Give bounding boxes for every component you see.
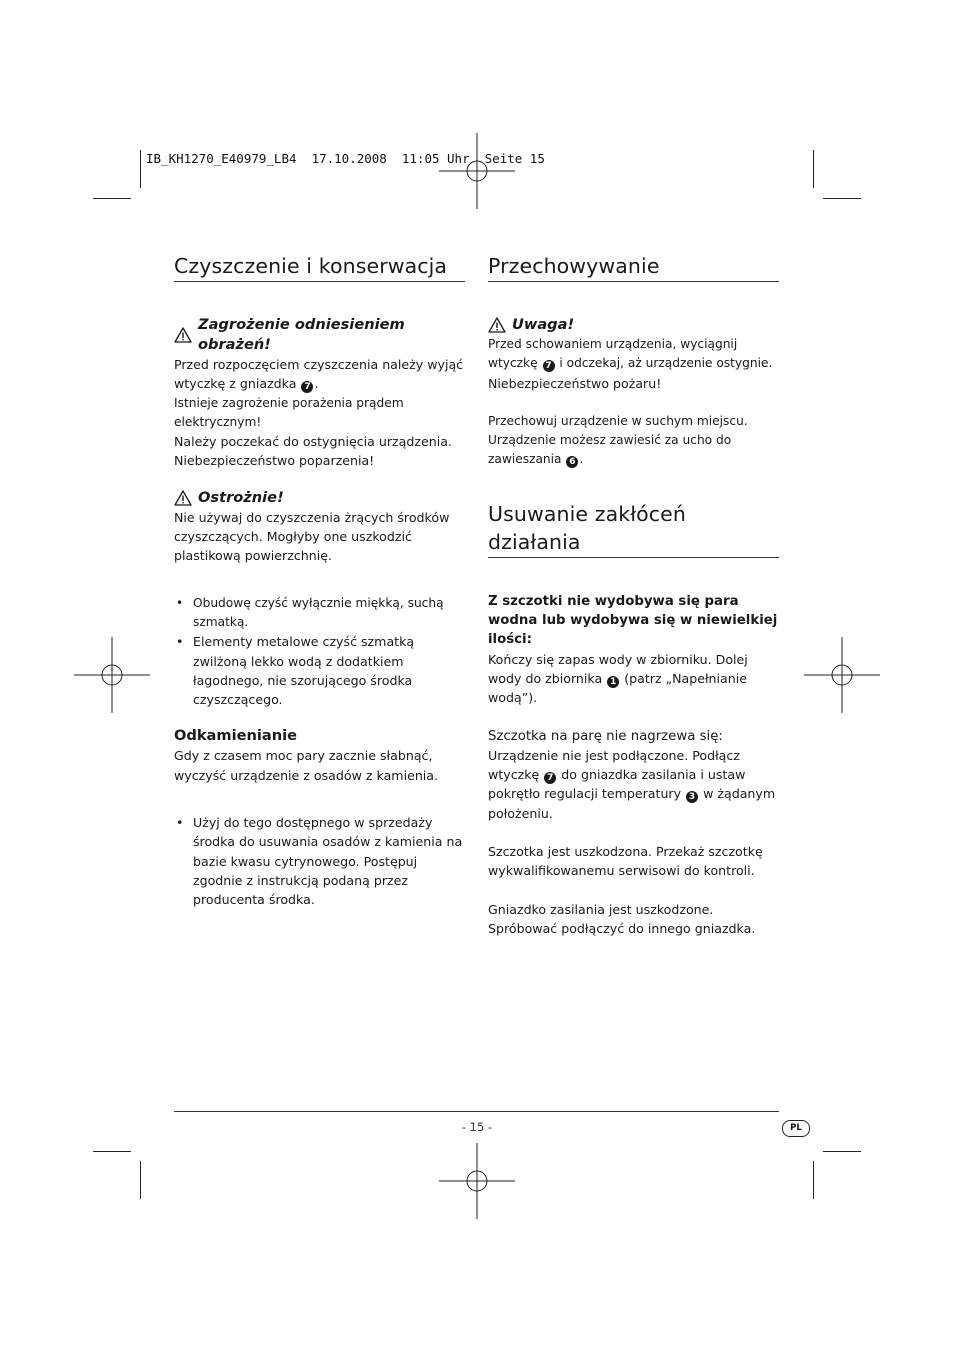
warning-triangle-icon: [174, 490, 192, 506]
warning-triangle-icon: [488, 317, 506, 333]
crop-mark: [823, 198, 861, 199]
warning-attention-heading: [488, 315, 779, 335]
cleaning-list: [174, 594, 465, 710]
subheading-descaling: Odkamienianie: [174, 727, 298, 745]
paragraph: Gniazdko zasilania jest uszkodzone. Spróbować podłączyć do innego gniazdka.: [488, 901, 756, 936]
part-number-badge: 7: [301, 381, 313, 393]
paragraph: Nie używaj do czyszczenia żrących środków czyszczących. Mogłyby one uszkodzić plastikową powierzchnię.: [174, 509, 450, 564]
footer-rule: [174, 1111, 779, 1112]
paragraph: Należy poczekać do ostygnięcia urządzenia.: [174, 434, 452, 450]
registration-mark-top: [439, 133, 515, 209]
fault-heading-no-heat: Szczotka na parę nie nagrzewa się:: [488, 728, 723, 744]
warning-heading-text: Ostrożnie!: [198, 488, 284, 506]
warning-injury-heading: [174, 315, 465, 355]
warning-caution-heading: [174, 488, 465, 508]
part-number-badge: 7: [543, 360, 555, 372]
crop-mark: [823, 1151, 861, 1152]
part-number-badge: 3: [686, 791, 698, 803]
crop-mark: [140, 150, 141, 188]
paragraph: Niebezpieczeństwo pożaru!: [488, 375, 662, 391]
paragraph: Przechowuj urządzenie w suchym miejscu. Urządzenie możesz zawiesić za ucho do zawieszania 6 .: [488, 413, 748, 468]
fault-heading-no-steam: Z szczotki nie wydobywa się para wodna lub wydobywa się w niewielkiej ilości:: [488, 593, 778, 648]
language-badge: PL: [782, 1120, 810, 1137]
part-number-badge: 1: [607, 676, 619, 688]
part-number-badge: 6: [566, 456, 578, 468]
paragraph: Gdy z czasem moc pary zacznie słabnąć, wyczyść urządzenie z osadów z kamienia.: [174, 748, 439, 783]
paragraph: Niebezpieczeństwo poparzenia!: [174, 453, 375, 469]
crop-mark: [93, 198, 131, 199]
crop-mark: [813, 1161, 814, 1199]
section-title-troubleshooting: Usuwanie zakłóceń działania: [488, 500, 779, 558]
right-column: [488, 252, 779, 938]
paragraph: Przed rozpoczęciem czyszczenia należy wyjąć wtyczkę z gniazdka 7 .: [174, 357, 464, 393]
crop-mark: [93, 1151, 131, 1152]
crop-mark: [140, 1161, 141, 1199]
paragraph: Przed schowaniem urządzenia, wyciągnij wtyczkę 7 i odczekaj, aż urządzenie ostygnie.: [488, 337, 773, 372]
left-column: [174, 252, 465, 910]
warning-heading-text: Uwaga!: [512, 316, 575, 333]
page-number: - 15 -: [461, 1120, 493, 1134]
part-number-badge: 7: [544, 772, 556, 784]
paragraph: Kończy się zapas wody w zbiorniku. Dolej wody do zbiornika 1 (patrz „Napełnianie wodą”).: [488, 651, 748, 706]
print-slug: IB_KH1270_E40979_LB4 17.10.2008 11:05 Uhr Seite 15: [146, 151, 545, 166]
registration-mark-right: [804, 637, 880, 713]
crop-mark: [813, 150, 814, 188]
section-title-cleaning: Czyszczenie i konserwacja: [174, 252, 465, 282]
paragraph: Istnieje zagrożenie porażenia prądem elektrycznym!: [174, 395, 404, 429]
descaling-list: [174, 813, 465, 909]
warning-heading-text: Zagrożenie odniesieniem obrażeń!: [198, 316, 405, 353]
list-item: • Obudowę czyść wyłącznie miękką, suchą szmatką.: [174, 594, 465, 633]
list-item: • Elementy metalowe czyść szmatką zwilżoną lekko wodą z dodatkiem łagodnego, nie szorującego środka czyszczącego.: [174, 632, 465, 709]
paragraph: Szczotka jest uszkodzona. Przekaż szczotkę wykwalifikowanemu serwisowi do kontroli.: [488, 844, 763, 879]
list-item: • Użyj do tego dostępnego w sprzedaży środka do usuwania osadów z kamienia na bazie kwasu cytrynowego. Postępuj zgodnie z instrukcją podaną przez producenta środka.: [174, 813, 465, 909]
registration-mark-left: [74, 637, 150, 713]
section-title-storage: Przechowywanie: [488, 252, 779, 282]
paragraph: Urządzenie nie jest podłączone. Podłącz wtyczkę 7 do gniazdka zasilania i ustaw pokrętło regulacji temperatury 3 w żądanym położeniu.: [488, 747, 776, 821]
registration-mark-bottom: [439, 1143, 515, 1219]
warning-triangle-icon: [174, 327, 192, 343]
